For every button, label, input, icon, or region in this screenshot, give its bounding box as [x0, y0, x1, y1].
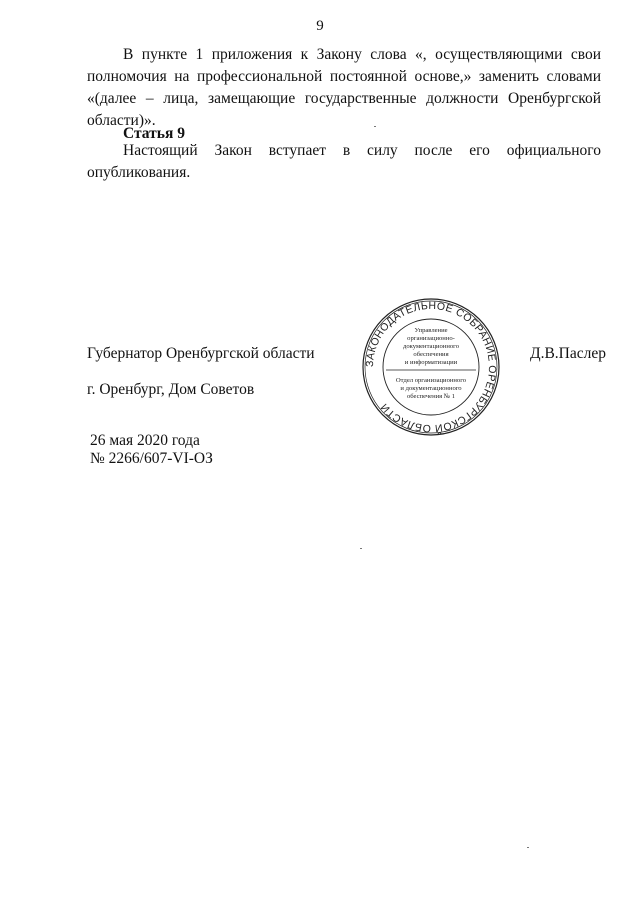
article-heading: Статья 9 — [123, 125, 185, 142]
paragraph-amendment: В пункте 1 приложения к Закону слова «, осуществляющими свои полномочия на профессиональной постоянной основе,» заменить словами «(далее – лица, замещающие государственные должности Оренбургской области)». — [87, 46, 601, 129]
seal-line: Управление — [414, 327, 448, 334]
article-text: Настоящий Закон вступает в силу после его официального опубликования. — [87, 142, 601, 181]
seal-line: обеспечения № 1 — [406, 393, 456, 400]
scan-speck — [374, 126, 376, 127]
official-seal — [362, 298, 500, 436]
scan-speck — [360, 548, 362, 549]
seal-line: и информатизации — [404, 359, 458, 366]
scan-speck — [527, 847, 529, 848]
signing-place: г. Оренбург, Дом Советов — [87, 381, 255, 398]
seal-line: и документационного — [400, 385, 462, 392]
seal-line: документационного — [402, 343, 460, 350]
governor-title: Губернатор Оренбургской области — [87, 345, 315, 362]
seal-line: обеспечения — [413, 351, 449, 358]
governor-name: Д.В.Паслер — [530, 345, 606, 362]
seal-line: организационно- — [407, 335, 455, 342]
seal-line: Отдел организационного — [395, 377, 467, 384]
law-number: № 2266/607-VI-ОЗ — [90, 450, 213, 467]
page-number: 9 — [316, 18, 324, 34]
seal-ring-text: ЗАКОНОДАТЕЛЬНОЕ СОБРАНИЕ ОРЕНБУРГСКОЙ ОБЛАСТИ — [363, 299, 499, 435]
signing-date: 26 мая 2020 года — [90, 432, 200, 449]
